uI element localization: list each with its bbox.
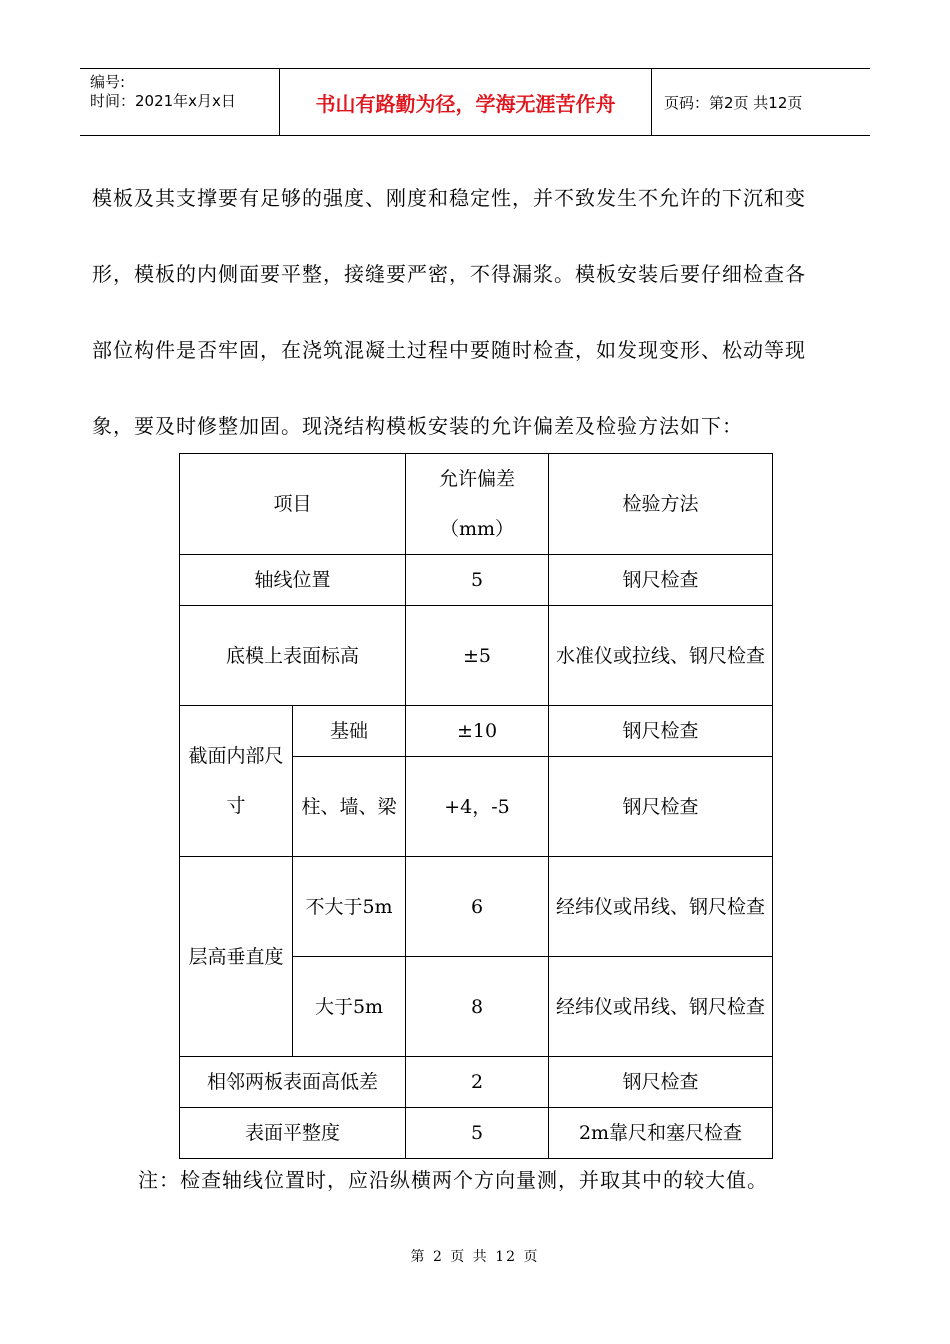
cell-item: 底模上表面标高: [180, 606, 406, 706]
cell-subitem: 柱、墙、梁: [293, 757, 406, 857]
body-line: 部位构件是否牢固，在浇筑混凝土过程中要随时检查，如发现变形、松动等现: [92, 338, 806, 362]
cell-group: 截面内部尺寸: [180, 706, 293, 857]
cell-method: 钢尺检查: [549, 706, 773, 757]
cell-method: 钢尺检查: [549, 555, 773, 606]
table-row: [180, 555, 773, 606]
cell-deviation: 8: [406, 957, 549, 1057]
table-row: [180, 706, 773, 757]
cell-subitem: 基础: [293, 706, 406, 757]
table-row: [180, 857, 773, 957]
body-line: 模板及其支撑要有足够的强度、刚度和稳定性，并不致发生不允许的下沉和变: [92, 186, 806, 210]
body-paragraph: [92, 160, 862, 464]
header-page-code: 页码：第2页 共12页: [664, 93, 803, 112]
body-line: 象，要及时修整加固。现浇结构模板安装的允许偏差及检验方法如下：: [92, 414, 743, 438]
cell-method: 水准仪或拉线、钢尺检查: [549, 606, 773, 706]
tolerance-table: [179, 453, 773, 1159]
cell-method: 经纬仪或吊线、钢尺检查: [549, 857, 773, 957]
cell-deviation: 2: [406, 1057, 549, 1108]
header-deviation: 允许偏差（mm）: [406, 454, 549, 555]
table-row: [180, 1108, 773, 1159]
cell-subitem: 大于5m: [293, 957, 406, 1057]
header-meta: [80, 69, 280, 135]
cell-item: 表面平整度: [180, 1108, 406, 1159]
cell-deviation: 5: [406, 555, 549, 606]
cell-deviation: ±5: [406, 606, 549, 706]
cell-method: 经纬仪或吊线、钢尺检查: [549, 957, 773, 1057]
cell-deviation: 5: [406, 1108, 549, 1159]
cell-method: 钢尺检查: [549, 1057, 773, 1108]
table-header-row: [180, 454, 773, 555]
table-row: [180, 1057, 773, 1108]
page-footer: 第 2 页 共 12 页: [410, 1249, 540, 1265]
cell-deviation: +4，-5: [406, 757, 549, 857]
table-note: 注：检查轴线位置时，应沿纵横两个方向量测，并取其中的较大值。: [138, 1168, 768, 1192]
table-row: [180, 606, 773, 706]
cell-group: 层高垂直度: [180, 857, 293, 1057]
cell-method: 2m靠尺和塞尺检查: [549, 1108, 773, 1159]
document-date: 时间：2021年x月x日: [90, 92, 236, 110]
cell-item: 相邻两板表面高低差: [180, 1057, 406, 1108]
cell-method: 钢尺检查: [549, 757, 773, 857]
cell-item: 轴线位置: [180, 555, 406, 606]
cell-subitem: 不大于5m: [293, 857, 406, 957]
header-method: 检验方法: [549, 454, 773, 555]
header-item: 项目: [180, 454, 406, 555]
header-motto: 书山有路勤为径，学海无涯苦作舟: [280, 69, 652, 135]
cell-deviation: 6: [406, 857, 549, 957]
document-number-label: 编号:: [90, 73, 126, 91]
body-line: 形，模板的内侧面要平整，接缝要严密，不得漏浆。模板安装后要仔细检查各: [92, 262, 806, 286]
cell-deviation: ±10: [406, 706, 549, 757]
page-header: [80, 68, 870, 136]
